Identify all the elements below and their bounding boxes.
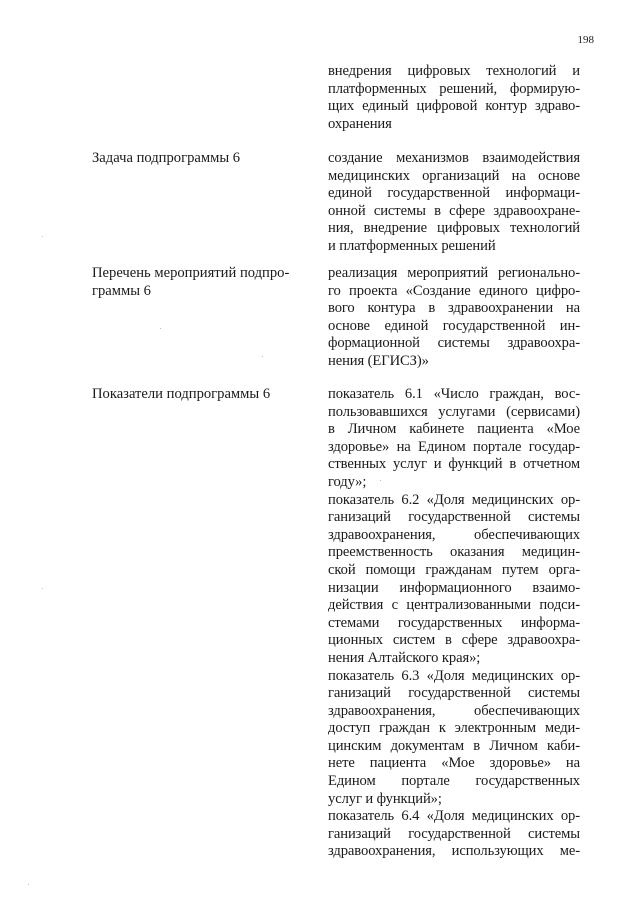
- row-label-activities: [92, 265, 307, 300]
- value-line: платформенных решений, формирую-: [328, 80, 580, 97]
- value-line: медицинских организаций на основе: [328, 167, 580, 184]
- indicator-line: ственных услуг и функций в отчетном: [328, 456, 580, 473]
- indicator-line: здравоохранения, обеспечивающих: [328, 526, 580, 543]
- indicator-line: году»;: [328, 473, 367, 490]
- scan-speck: [28, 884, 29, 885]
- indicator-line: здоровье» на Едином портале государ-: [328, 438, 580, 455]
- scan-speck: [160, 328, 161, 329]
- label-line: Перечень мероприятий подпро-: [92, 265, 290, 281]
- value-line: реализация мероприятий регионально-: [328, 265, 580, 281]
- value-line: создание механизмов взаимодействия: [328, 150, 580, 166]
- indicator-line: нения Алтайского края»;: [328, 649, 481, 666]
- indicator-line: доступ граждан к электронным меди-: [328, 720, 580, 737]
- indicator-line: ской помощи гражданам путем орга-: [328, 561, 580, 578]
- indicator-line: Едином портале государственных: [328, 773, 580, 790]
- indicator-line: здравоохранения, обеспечивающих: [328, 702, 580, 719]
- row-value: [328, 265, 580, 371]
- value-line: ния, внедрение цифровых технологий: [328, 220, 580, 237]
- indicator-line: низации информационного взаимо-: [328, 579, 580, 596]
- scan-speck: [262, 356, 263, 357]
- value-line: нения (ЕГИСЗ)»: [328, 352, 429, 369]
- indicator-line: ционных систем в сфере здравоохра-: [328, 632, 580, 649]
- indicator-line: стемами государственных информа-: [328, 614, 580, 631]
- indicator-line: в Личном кабинете пациента «Мое: [328, 421, 580, 438]
- value-line: охранения: [328, 115, 392, 132]
- indicator-line: действия с централизованными подси-: [328, 597, 580, 614]
- row-label-task: Задача подпрограммы 6: [92, 150, 241, 166]
- row-value-indicators: [328, 386, 580, 861]
- indicator-line: показатель 6.2 «Доля медицинских ор-: [328, 491, 580, 508]
- indicator-line: показатель 6.1 «Число граждан, вос-: [328, 386, 580, 402]
- indicator-line: показатель 6.4 «Доля медицинских ор-: [328, 808, 580, 825]
- row-value: [328, 63, 580, 133]
- value-line: формационной системы здравоохра-: [328, 335, 580, 352]
- indicator-line: ганизаций государственной системы: [328, 509, 580, 526]
- indicator-line: услуг и функций»;: [328, 790, 442, 807]
- indicator-line: здравоохранения, использующих ме-: [328, 843, 580, 860]
- value-line: щих единый цифровой контур здраво-: [328, 98, 580, 115]
- value-line: го проекта «Создание единого цифро-: [328, 282, 580, 299]
- value-line: и платформенных решений: [328, 237, 496, 254]
- row-label-indicators: Показатели подпрограммы 6: [92, 386, 271, 402]
- label-line: граммы 6: [92, 282, 151, 299]
- indicator-line: ганизаций государственной системы: [328, 685, 580, 702]
- indicator-line: преемственность оказания медицин-: [328, 544, 580, 561]
- scan-speck: [42, 588, 43, 589]
- value-line: единой государственной информаци-: [328, 185, 580, 202]
- value-line: вого контура в здравоохранении на: [328, 300, 580, 317]
- indicator-line: нете пациента «Мое здоровье» на: [328, 755, 580, 772]
- scan-speck: [380, 480, 381, 481]
- row-value: [328, 150, 580, 256]
- value-line: онной системы в сфере здравоохране-: [328, 202, 580, 219]
- indicator-line: цинским документам в Личном каби-: [328, 737, 580, 754]
- indicator-line: пользовавшихся услугами (сервисами): [328, 403, 580, 420]
- scan-speck: [42, 236, 43, 237]
- indicator-line: ганизаций государственной системы: [328, 825, 580, 842]
- value-line: внедрения цифровых технологий и: [328, 63, 580, 79]
- indicator-line: показатель 6.3 «Доля медицинских ор-: [328, 667, 580, 684]
- page-number: 198: [577, 34, 594, 46]
- value-line: основе единой государственной ин-: [328, 317, 580, 334]
